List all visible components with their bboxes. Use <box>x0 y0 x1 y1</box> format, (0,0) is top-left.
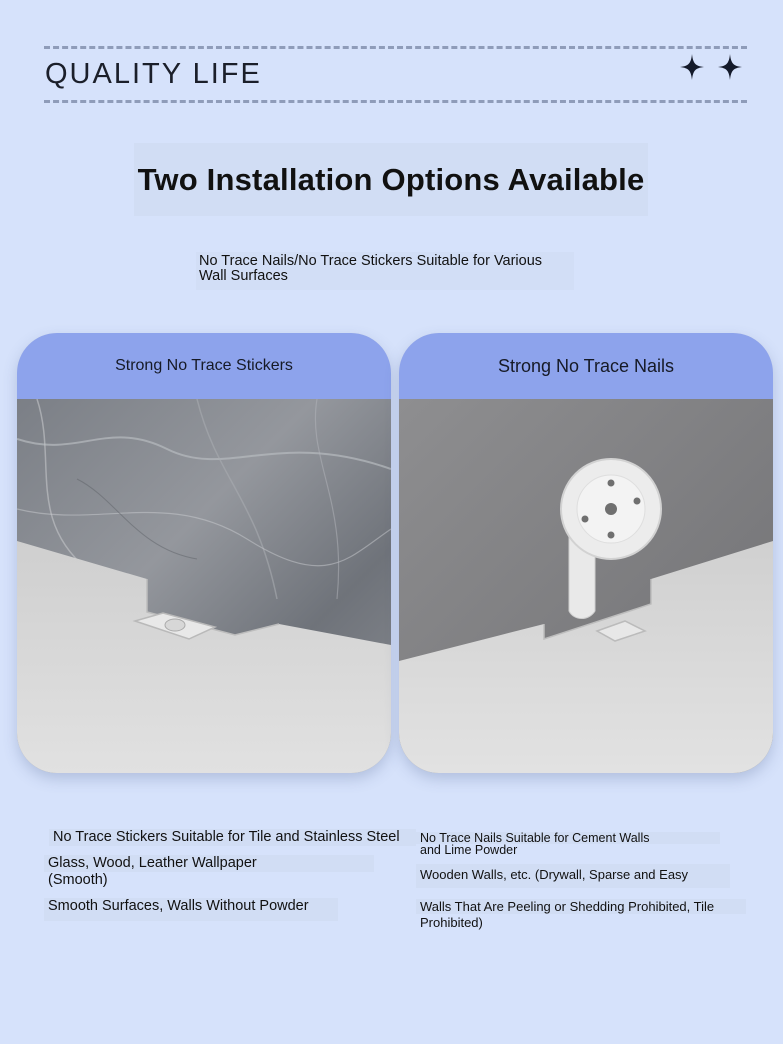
stickers-card-header <box>17 333 391 399</box>
subtitle-panel <box>196 252 574 290</box>
sticker-spec-line: (Smooth) <box>48 872 108 888</box>
sparkle-icon <box>718 54 742 80</box>
stickers-card <box>17 333 391 773</box>
nail-mount-image <box>399 399 773 773</box>
nail-spec-line: Walls That Are Peeling or Shedding Prohibited, Tile <box>416 899 746 914</box>
headline-panel <box>134 143 648 216</box>
subtitle: No Trace Nails/No Trace Stickers Suitable for Various Wall Surfaces <box>199 253 543 284</box>
nail-spec-line: Wooden Walls, etc. (Drywall, Sparse and Easy <box>416 864 730 888</box>
brand-title: QUALITY LIFE <box>45 58 262 90</box>
nail-spec-line: Prohibited) <box>420 915 483 930</box>
marble-wall-image <box>17 399 391 773</box>
nails-card <box>399 333 773 773</box>
stickers-card-title: Strong No Trace Stickers <box>115 357 293 374</box>
sparkle-decor <box>680 54 742 80</box>
headline: Two Installation Options Available <box>137 161 645 197</box>
nails-card-header <box>399 333 773 399</box>
top-dashed-rule <box>44 46 747 49</box>
sparkle-icon <box>680 54 704 80</box>
nails-card-title: Strong No Trace Nails <box>497 355 675 376</box>
nail-spec-line: No Trace Nails Suitable for Cement Walls <box>416 832 720 844</box>
sticker-spec-line: Smooth Surfaces, Walls Without Powder <box>44 898 338 921</box>
nail-spec-line: and Lime Powder <box>420 843 518 857</box>
bottom-dashed-rule <box>44 100 747 103</box>
sticker-spec-line: No Trace Stickers Suitable for Tile and Stainless Steel <box>49 829 416 846</box>
sticker-spec-line: Glass, Wood, Leather Wallpaper <box>44 855 374 872</box>
